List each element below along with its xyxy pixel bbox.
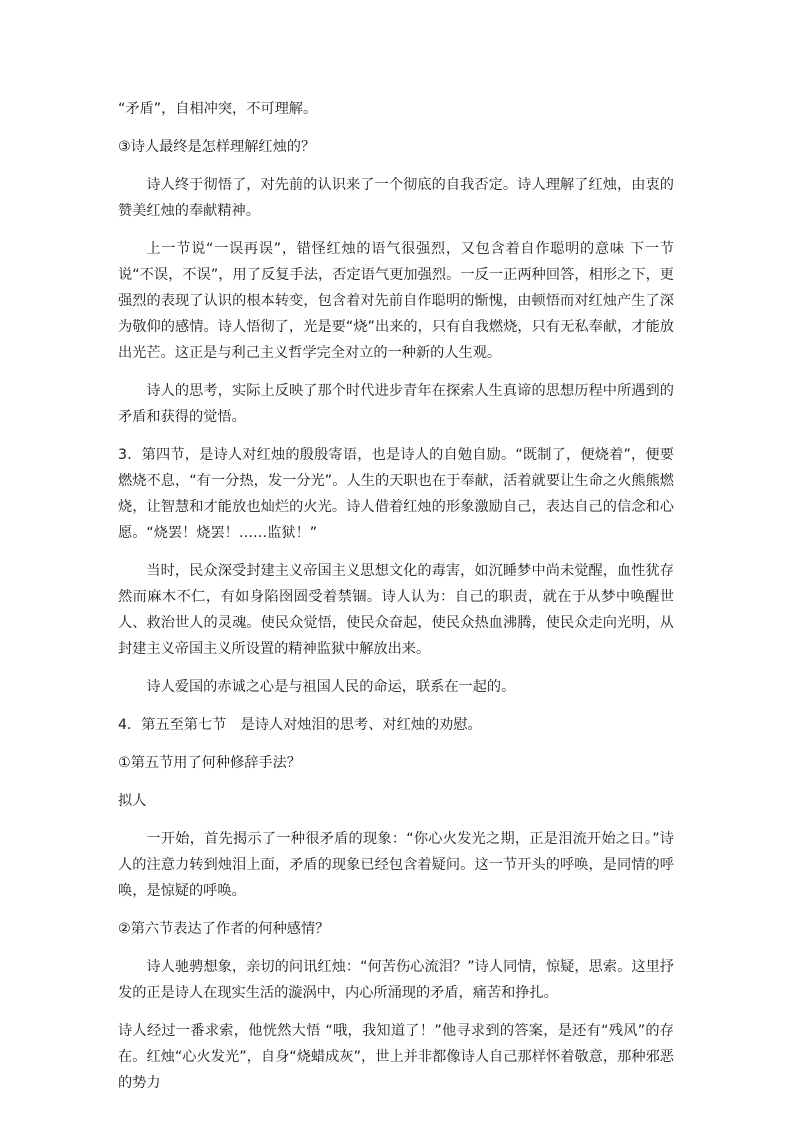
paragraph-14: 诗人驰骋想象，亲切的问讯红烛：“何苦伤心流泪？”诗人同情，惊疑，思索。这里抒发的正是诗人在现实生活的漩涡中，内心所涌现的矛盾，痛苦和挣扎。 [118,959,674,1001]
paragraph-7: 当时，民众深受封建主义帝国主义思想文化的毒害，如沉睡梦中尚未觉醒，血性犹存然而麻木不仁，有如身陷囹圄受着禁锢。诗人认为：自己的职责，就在于从梦中唤醒世人、救治世人的灵魂。使民众觉悟，使民众奋起，使民众热血沸腾，使民众走向光明，从封建主义帝国主义所设置的精神监狱中解放出来。 [118,563,674,657]
section-4-heading: 4．第五至第七节 是诗人对烛泪的思考、对红烛的劝慰。 [118,717,482,733]
paragraph-15: 诗人经过一番求索，他恍然大悟 “哦，我知道了！”他寻求到的答案，是还有“残风”的存在。红烛“心火发光”，自身“烧蜡成灰”，世上并非都像诗人自己那样怀着敬意，那种邪恶的势力 [118,1023,674,1091]
paragraph-4: 上一节说“一误再误”，错怪红烛的语气很强烈，又包含着自作聪明的意味 下一节说“不误，不误”，用了反复手法，否定语气更加强烈。一反一正两种回答，相形之下，更强烈的表现了认识的根本转变，包含着对先前自作聪明的惭愧，由顿悟而对红烛产生了深为敬仰的感情。诗人悟彻了，光是要“烧”出来的，只有自我燃烧，只有无私奉献，才能放出光芒。这正是与利己主义哲学完全对立的一种新的人生观。 [118,241,674,361]
paragraph-8: 诗人爱国的赤诚之心是与祖国人民的命运，联系在一起的。 [146,679,516,695]
paragraph-12: 一开始，首先揭示了一种很矛盾的现象：“你心火发光之期，正是泪流开始之日。”诗人的注意力转到烛泪上面，矛盾的现象已经包含着疑问。这一节开头的呼唤，是同情的呼唤，是惊疑的呼唤。 [118,831,674,899]
paragraph-1: “矛盾”，自相冲突，不可理解。 [118,101,318,117]
question-3: ③诗人最终是怎样理解红烛的？ [118,139,316,155]
question-2: ②第六节表达了作者的何种感情？ [118,921,330,937]
section-3-heading: 3．第四节，是诗人对红烛的殷殷寄语，也是诗人的自勉自励。“既制了，便烧着”，便要燃烧不息，“有一分热，发一分光”。人生的天职也在于奉献，活着就要让生命之火熊熊燃烧，让智慧和才能放也灿烂的火光。诗人借着红烛的形象激励自己，表达自己的信念和心愿。“烧罢！烧罢！……监狱！” [118,447,674,541]
question-1: ①第五节用了何种修辞手法？ [118,755,301,771]
paragraph-3: 诗人终于彻悟了，对先前的认识来了一个彻底的自我否定。诗人理解了红烛，由衷的赞美红烛的奉献精神。 [118,177,674,219]
answer-personification: 拟人 [118,793,147,809]
document-page [118,96,674,1096]
paragraph-5: 诗人的思考，实际上反映了那个时代进步青年在探索人生真谛的思想历程中所遇到的矛盾和获得的觉悟。 [118,383,674,425]
